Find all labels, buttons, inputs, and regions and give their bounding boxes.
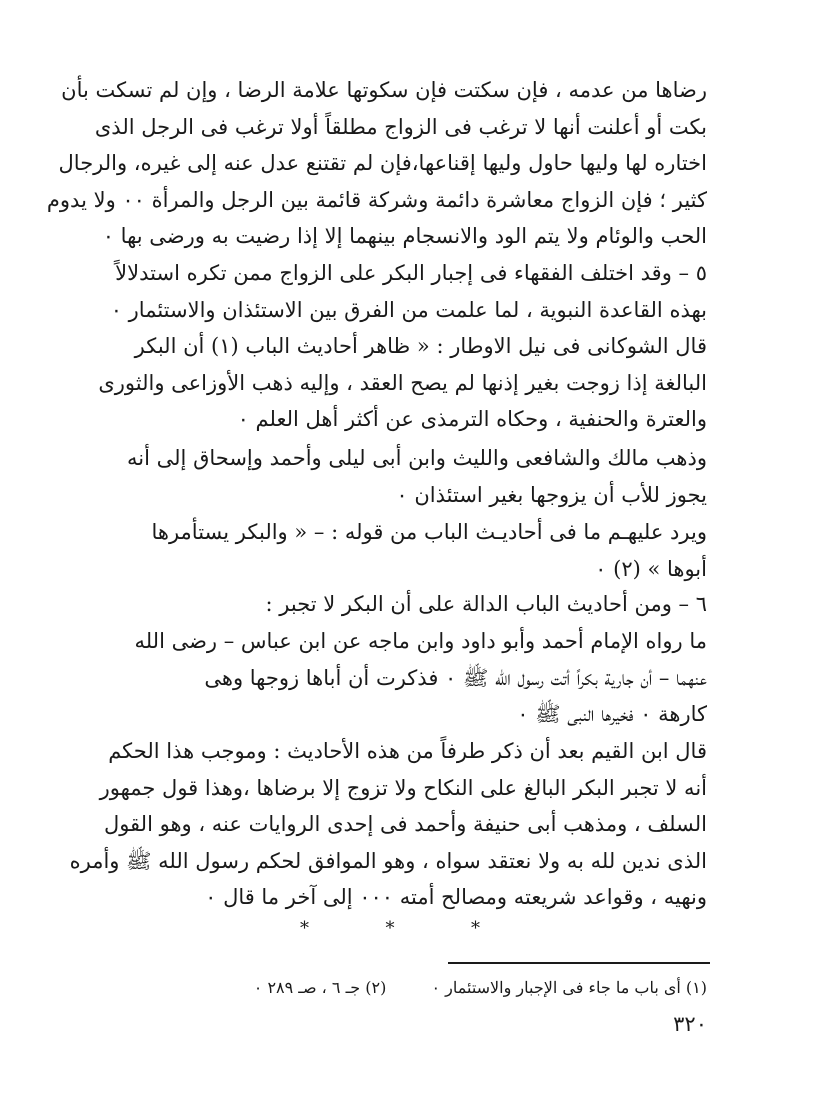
paragraph-6 [95,586,707,623]
text-line: أبوها » (٢) ٠ [595,556,707,581]
text-line: قال ابن القيم بعد أن ذكر طرفاً من هذه الأحاديث : وموجب هذا الحكم [108,739,707,763]
paragraph-3 [95,328,707,438]
text-line: السلف ، ومذهب أبى حنيفة وأحمد فى إحدى الروايات عنه ، وهو القول [103,812,707,836]
paragraph-4 [95,440,707,513]
text-line: ويرد عليهـم ما فى أحاديـث الباب من قوله : – « والبكر يستأمرها [151,520,707,544]
text-line: عنهما – أن جارية بكراً أتت رسول الله ﷺ ٠ فذكرت أن أباها زوجها وهى [204,665,707,690]
page-number: ٣٢٠ [673,1012,707,1036]
text-line: والعترة والحنفية ، وحكاه الترمذى عن أكثر أهل العلم ٠ [237,407,707,431]
text-line: كثير ؛ فإن الزواج معاشرة دائمة وشركة قائمة بين الرجل والمرأة ٠٠ ولا يدوم [46,187,707,212]
text-line: ونهيه ، وقواعد شريعته ومصالح أمته ٠٠٠ إلى آخر ما قال ٠ [205,885,707,909]
text-line: ما رواه الإمام أحمد وأبو داود وابن ماجه عن ابن عباس – رضى الله [134,629,707,653]
text-line: أنه لا تجبر البكر البالغ على النكاح ولا تزوج إلا برضاها ،وهذا قول جمهور [99,775,707,800]
paragraph-1 [46,72,707,255]
text-line: بكت أو أعلنت أنها لا ترغب فى الزواج مطلقاً أولا ترغب فى الرجل الذى [94,114,707,139]
text-line: ٥ – وقد اختلف الفقهاء فى إجبار البكر على الزواج ممن تكره استدلالاً [115,261,707,285]
text-line: يجوز للأب أن يزوجها بغير استئذان ٠ [396,482,707,507]
paragraph-5 [95,514,707,587]
separator-star: * [385,918,395,939]
text-line: وذهب مالك والشافعى والليث وابن أبى ليلى وأحمد وإسحاق إلى أنه [127,446,707,470]
separator-star: * [471,918,480,939]
section-separator [300,918,480,939]
text-line: البالغة إذا زوجت بغير إذنها لم يصح العقد ، وإليه ذهب الأوزاعى والثورى [98,370,707,395]
text-line: ٦ – ومن أحاديث الباب الدالة على أن البكر لا تجبر : [265,592,707,616]
text-line: رضاها من عدمه ، فإن سكتت فإن سكوتها علامة الرضا ، وإن لم تسكت بأن [61,78,707,102]
text-line: الحب والوئام ولا يتم الود والانسجام بينهما إلا إذا رضيت به ورضى بها ٠ [102,224,707,248]
text-line: قال الشوكانى فى نيل الاوطار : « ظاهر أحاديث الباب (١) أن البكر [134,334,707,358]
text-line: كارهة ٠ فخيرها النبى ﷺ ٠ [517,702,707,726]
paragraph-2 [95,255,707,328]
text-line: بهذه القاعدة النبوية ، لما علمت من الفرق بين الاستئذان والاستئمار ٠ [110,297,707,322]
paragraph-7 [95,623,707,733]
footnote-2: (٢) جـ ٦ ، صـ ٢٨٩ ٠ [253,978,387,997]
footnotes [150,978,707,997]
footnote-rule [448,962,710,964]
footnote-1: (١) أى باب ما جاء فى الإجبار والاستئمار ٠ [431,978,707,997]
separator-star: * [300,918,309,939]
paragraph-8 [69,733,707,916]
text-line: اختاره لها وليها حاول وليها إقناعها،فإن لم تقتنع عدل عنه إلى غيره، والرجال [58,151,707,175]
text-line: الذى ندين لله به ولا نعتقد سواه ، وهو الموافق لحكم رسول الله ﷺ وأمره [69,848,707,873]
